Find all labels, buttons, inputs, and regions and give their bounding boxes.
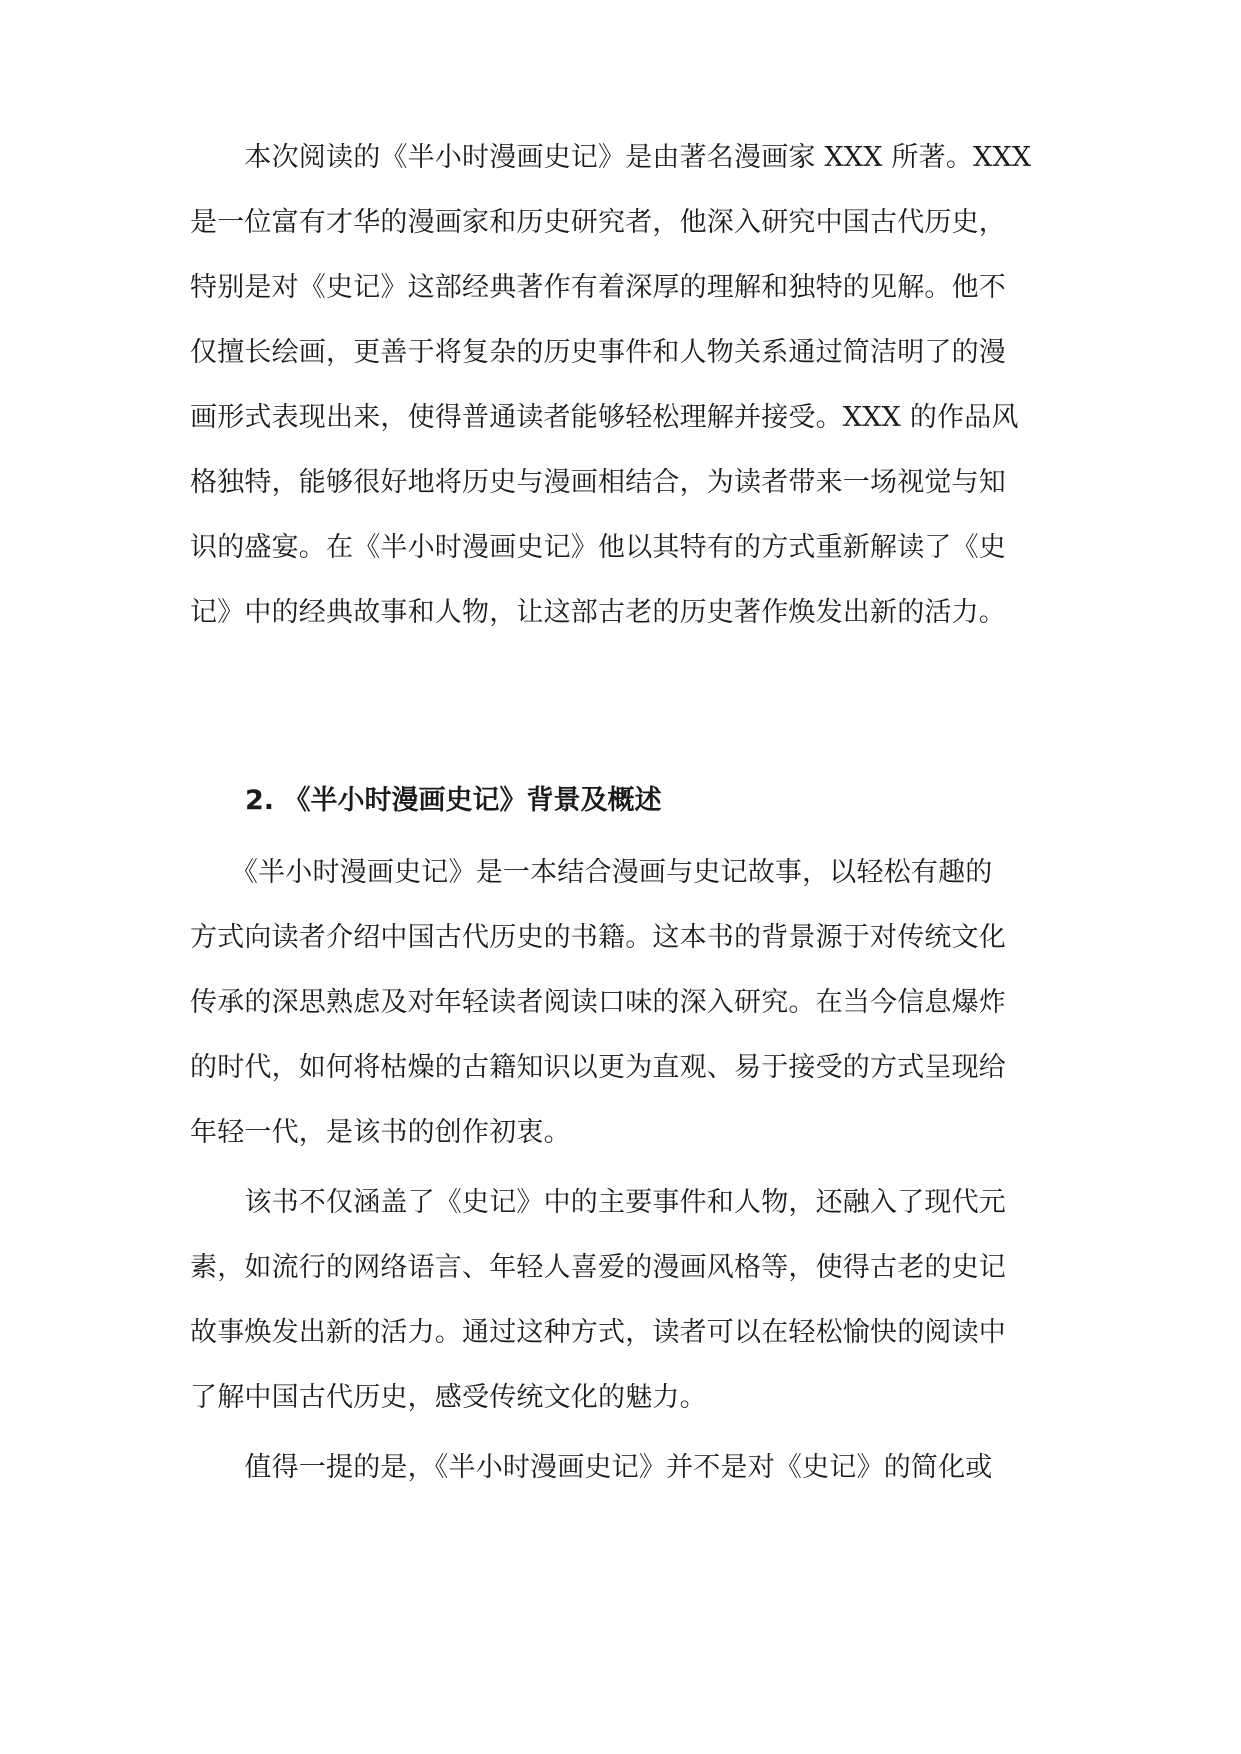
text-line: 素，如流行的网络语言、年轻人喜爱的漫画风格等，使得古老的史记 — [190, 1252, 1006, 1283]
text-line: 特别是对《史记》这部经典著作有着深厚的理解和独特的见解。他不 — [190, 272, 1006, 303]
text-line: 的时代，如何将枯燥的古籍知识以更为直观、易于接受的方式呈现给 — [190, 1052, 1006, 1083]
text-line: 格独特，能够很好地将历史与漫画相结合，为读者带来一场视觉与知 — [190, 467, 1006, 498]
text-line: 值得一提的是，《半小时漫画史记》并不是对《史记》的简化或 — [190, 1452, 993, 1483]
text-line: 记》中的经典故事和人物，让这部古老的历史著作焕发出新的活力。 — [190, 597, 1006, 628]
text-line: 识的盛宴。在《半小时漫画史记》他以其特有的方式重新解读了《史 — [190, 532, 1006, 563]
text-line: 是一位富有才华的漫画家和历史研究者，他深入研究中国古代历史， — [190, 207, 1006, 238]
text-line: 本次阅读的《半小时漫画史记》是由著名漫画家 XXX 所著。XXX — [190, 142, 1032, 173]
text-line: 故事焕发出新的活力。通过这种方式，读者可以在轻松愉快的阅读中 — [190, 1317, 1006, 1348]
text-line: 了解中国古代历史，感受传统文化的魅力。 — [190, 1382, 707, 1413]
text-line: 方式向读者介绍中国古代历史的书籍。这本书的背景源于对传统文化 — [190, 922, 1006, 953]
text-line: 传承的深思熟虑及对年轻读者阅读口味的深入研究。在当今信息爆炸 — [190, 987, 1006, 1018]
text-line: 《半小时漫画史记》是一本结合漫画与史记故事，以轻松有趣的 — [190, 857, 993, 888]
text-line: 该书不仅涵盖了《史记》中的主要事件和人物，还融入了现代元 — [190, 1187, 1006, 1218]
text-line: 画形式表现出来，使得普通读者能够轻松理解并接受。XXX 的作品风 — [190, 402, 1019, 433]
text-line: 年轻一代，是该书的创作初衷。 — [190, 1117, 571, 1148]
text-line: 仅擅长绘画，更善于将复杂的历史事件和人物关系通过简洁明了的漫 — [190, 337, 1006, 368]
section-heading: 2. 《半小时漫画史记》背景及概述 — [245, 785, 662, 816]
